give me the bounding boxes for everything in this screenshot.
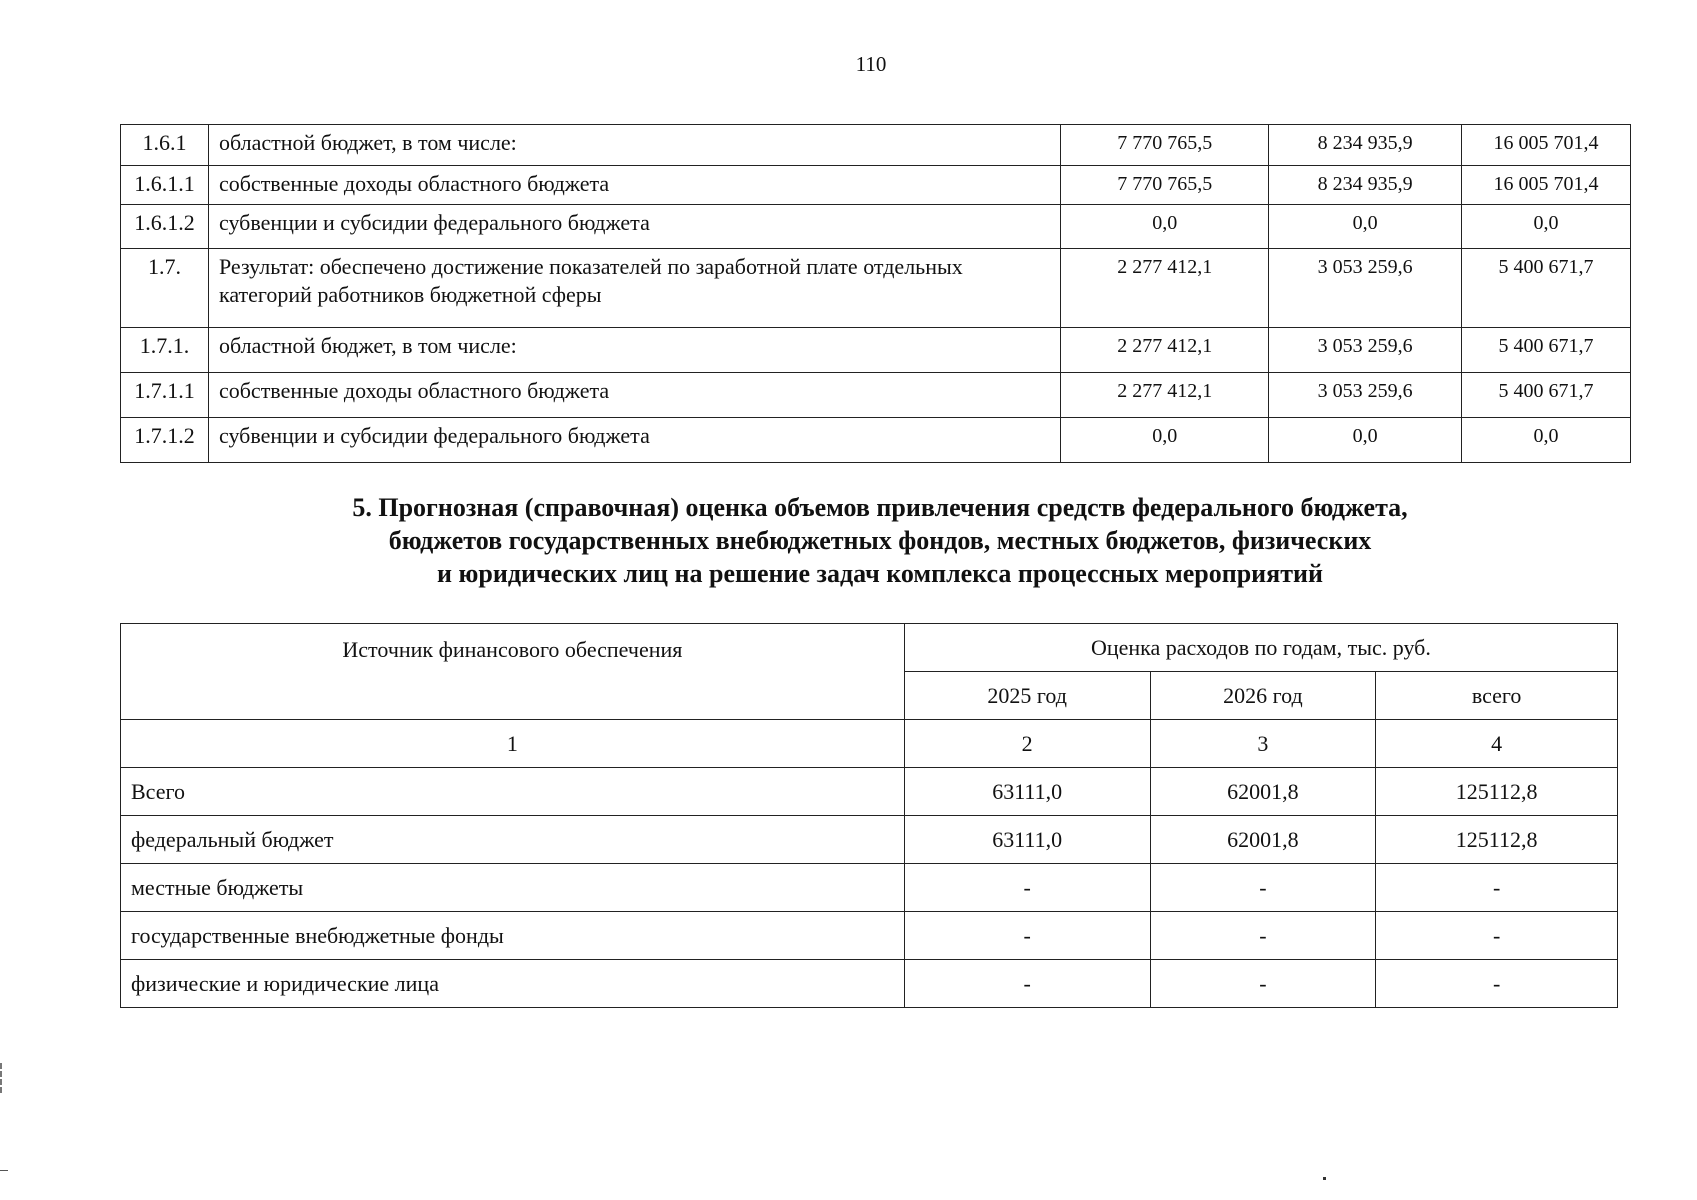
value-2025: - xyxy=(904,864,1150,912)
row-name: собственные доходы областного бюджета xyxy=(208,373,1060,418)
funding-source: физические и юридические лица xyxy=(121,960,905,1008)
value-2025: 0,0 xyxy=(1061,418,1269,463)
value-total: 125112,8 xyxy=(1376,816,1618,864)
row-code: 1.7.1. xyxy=(121,328,209,373)
value-2026: 0,0 xyxy=(1269,205,1462,249)
value-total: 125112,8 xyxy=(1376,768,1618,816)
value-2025: 63111,0 xyxy=(904,768,1150,816)
value-2025: 2 277 412,1 xyxy=(1061,328,1269,373)
value-2025: - xyxy=(904,912,1150,960)
row-code: 1.6.1.2 xyxy=(121,205,209,249)
scan-margin-tick xyxy=(0,1170,8,1171)
header-year-2026: 2026 год xyxy=(1150,672,1376,720)
header-estimate: Оценка расходов по годам, тыс. руб. xyxy=(904,624,1617,672)
row-name: Результат: обеспечено достижение показателей по заработной плате отдельных категорий работников бюджетной сферы xyxy=(208,249,1060,328)
column-number: 2 xyxy=(904,720,1150,768)
column-number: 4 xyxy=(1376,720,1618,768)
budget-results-table xyxy=(120,124,1631,463)
column-number: 3 xyxy=(1150,720,1376,768)
funding-source: государственные внебюджетные фонды xyxy=(121,912,905,960)
value-2026: 8 234 935,9 xyxy=(1269,125,1462,166)
row-name: областной бюджет, в том числе: xyxy=(208,125,1060,166)
funding-source: Всего xyxy=(121,768,905,816)
value-total: 5 400 671,7 xyxy=(1462,328,1631,373)
table-row xyxy=(121,166,1631,205)
value-2026: 8 234 935,9 xyxy=(1269,166,1462,205)
row-name: субвенции и субсидии федерального бюджета xyxy=(208,205,1060,249)
column-number-row xyxy=(121,720,1618,768)
value-total: 16 005 701,4 xyxy=(1462,166,1631,205)
row-code: 1.7.1.2 xyxy=(121,418,209,463)
value-total: 0,0 xyxy=(1462,418,1631,463)
table-row xyxy=(121,960,1618,1008)
section-title-line: 5. Прогнозная (справочная) оценка объемов привлечения средств федерального бюджета, xyxy=(352,493,1408,522)
row-name: областной бюджет, в том числе: xyxy=(208,328,1060,373)
value-total: - xyxy=(1376,960,1618,1008)
value-2025: 2 277 412,1 xyxy=(1061,249,1269,328)
table-row xyxy=(121,249,1631,328)
value-2025: 0,0 xyxy=(1061,205,1269,249)
value-2025: 2 277 412,1 xyxy=(1061,373,1269,418)
header-year-2025: 2025 год xyxy=(904,672,1150,720)
table-row xyxy=(121,205,1631,249)
value-total: 5 400 671,7 xyxy=(1462,373,1631,418)
table-row xyxy=(121,125,1631,166)
value-2025: 7 770 765,5 xyxy=(1061,166,1269,205)
funding-sources-table xyxy=(120,623,1618,1008)
page-number: 110 xyxy=(855,52,887,76)
row-code: 1.7.1.1 xyxy=(121,373,209,418)
column-number: 1 xyxy=(121,720,905,768)
value-2026: - xyxy=(1150,912,1376,960)
funding-source: федеральный бюджет xyxy=(121,816,905,864)
value-2025: 63111,0 xyxy=(904,816,1150,864)
row-name: субвенции и субсидии федерального бюджета xyxy=(208,418,1060,463)
header-total: всего xyxy=(1376,672,1618,720)
funding-source: местные бюджеты xyxy=(121,864,905,912)
value-2026: 3 053 259,6 xyxy=(1269,249,1462,328)
table-row xyxy=(121,816,1618,864)
scan-margin-mark xyxy=(0,1063,7,1093)
row-name: собственные доходы областного бюджета xyxy=(208,166,1060,205)
header-source: Источник финансового обеспечения xyxy=(121,624,905,720)
row-code: 1.7. xyxy=(121,249,209,328)
section-title-line: и юридических лиц на решение задач комплекса процессных мероприятий xyxy=(437,559,1323,588)
value-2026: 0,0 xyxy=(1269,418,1462,463)
value-2025: - xyxy=(904,960,1150,1008)
table-row xyxy=(121,768,1618,816)
row-code: 1.6.1 xyxy=(121,125,209,166)
header-row xyxy=(121,624,1618,672)
value-2026: 62001,8 xyxy=(1150,816,1376,864)
value-total: - xyxy=(1376,864,1618,912)
table-row xyxy=(121,373,1631,418)
value-total: 16 005 701,4 xyxy=(1462,125,1631,166)
value-2026: 3 053 259,6 xyxy=(1269,328,1462,373)
table-row xyxy=(121,328,1631,373)
section-title-line: бюджетов государственных внебюджетных фондов, местных бюджетов, физических xyxy=(388,526,1372,555)
value-total: 0,0 xyxy=(1462,205,1631,249)
table-row xyxy=(121,418,1631,463)
value-2026: - xyxy=(1150,960,1376,1008)
table-row xyxy=(121,912,1618,960)
value-2026: 62001,8 xyxy=(1150,768,1376,816)
table-row xyxy=(121,864,1618,912)
row-code: 1.6.1.1 xyxy=(121,166,209,205)
value-2025: 7 770 765,5 xyxy=(1061,125,1269,166)
value-2026: 3 053 259,6 xyxy=(1269,373,1462,418)
section-title xyxy=(180,491,1580,590)
value-2026: - xyxy=(1150,864,1376,912)
value-total: - xyxy=(1376,912,1618,960)
value-total: 5 400 671,7 xyxy=(1462,249,1631,328)
scan-speck xyxy=(1323,1177,1326,1180)
